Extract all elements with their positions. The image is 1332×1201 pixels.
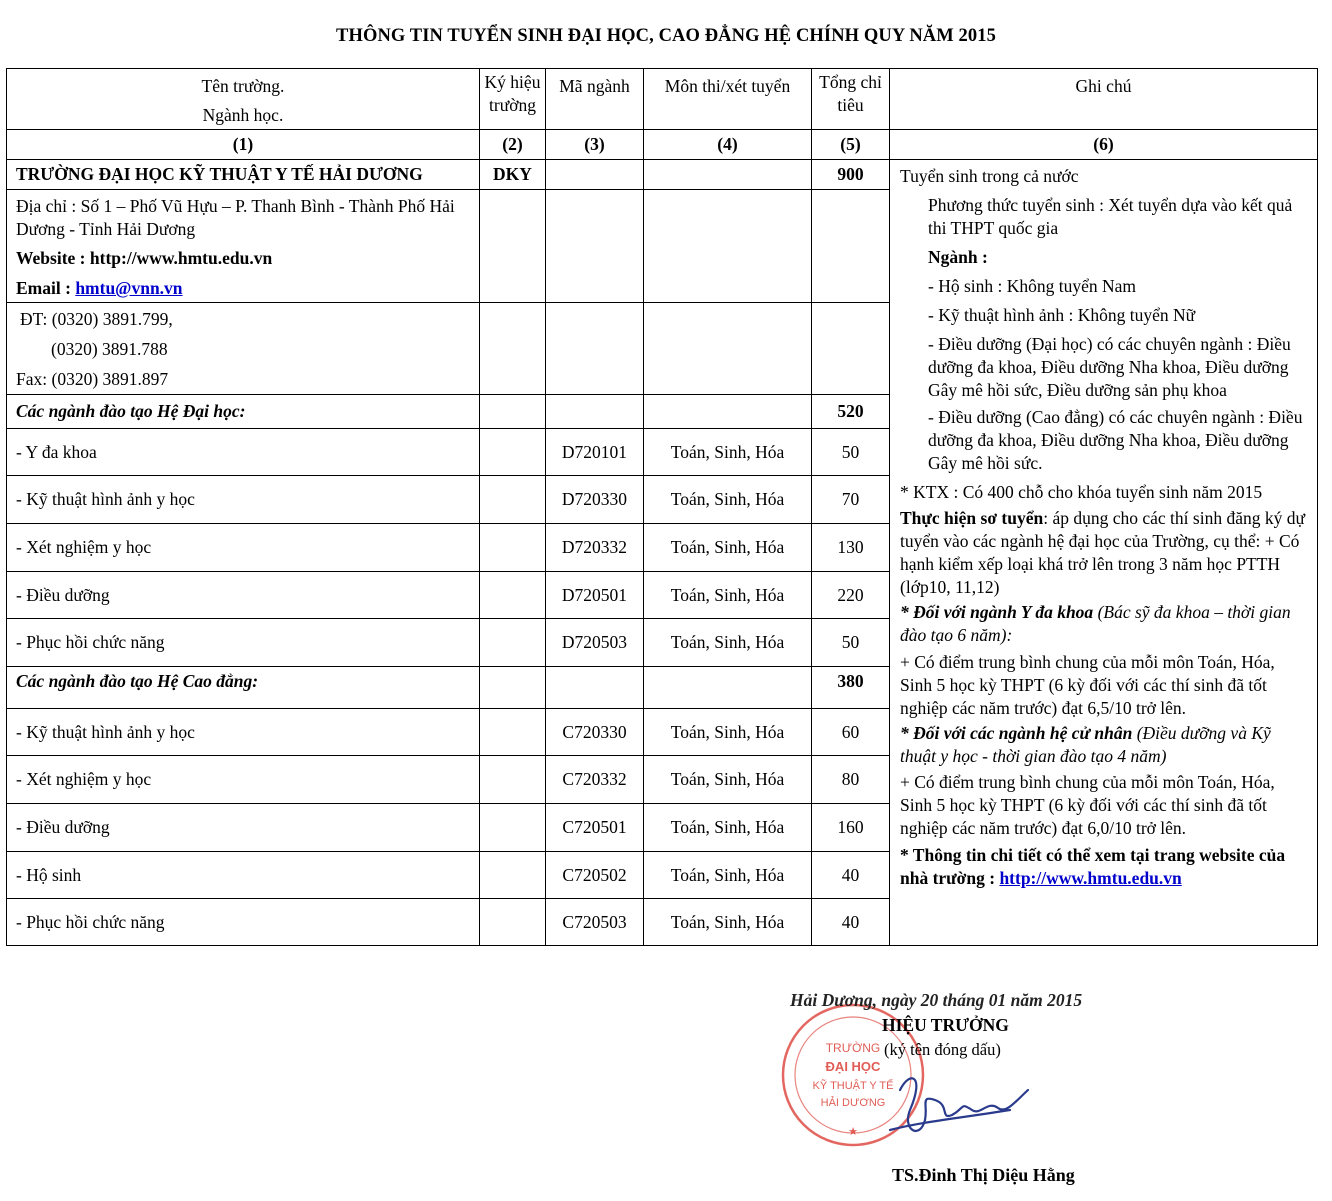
note-dormitory: * KTX : Có 400 chỗ cho khóa tuyển sinh năm 2015 (900, 482, 1263, 502)
note-midwife: - Hộ sinh : Không tuyển Nam (928, 276, 1137, 296)
major-quota: 160 (812, 804, 890, 852)
school-name: TRƯỜNG ĐẠI HỌC KỸ THUẬT Y TẾ HẢI DƯƠNG (7, 160, 480, 190)
note-prescreening-label: Thực hiện sơ tuyển (900, 508, 1044, 528)
major-code: D720330 (546, 476, 644, 524)
seal-line3: KỸ THUẬT Y TẾ (812, 1080, 894, 1092)
header-major-code: Mã ngành (546, 69, 644, 130)
note-medicine (900, 601, 1307, 647)
note-medicine-duration: (Bác sỹ đa khoa – thời gian đào tạo 6 năm): (900, 602, 1291, 645)
col-number: (6) (890, 130, 1318, 160)
major-subjects: Toán, Sinh, Hóa (644, 429, 812, 476)
header-code: Ký hiệu trường (480, 69, 546, 130)
note-website-text: * Thông tin chi tiết có thể xem tại trang website của nhà trường : (900, 845, 1286, 888)
major-subjects: Toán, Sinh, Hóa (644, 476, 812, 524)
major-code: D720503 (546, 619, 644, 667)
major-subjects: Toán, Sinh, Hóa (644, 524, 812, 572)
note-bachelor (900, 722, 1307, 768)
col-number: (2) (480, 130, 546, 160)
major-code: D720101 (546, 429, 644, 476)
signature-role: HIỆU TRƯỞNG (882, 1015, 1009, 1035)
major-quota: 220 (812, 572, 890, 619)
major-subjects: Toán, Sinh, Hóa (644, 804, 812, 852)
handwritten-signature (880, 1060, 1050, 1150)
seal-line1: TRƯỜNG (825, 1041, 881, 1055)
admission-table (6, 68, 1318, 946)
major-quota: 80 (812, 756, 890, 804)
column-number-row (7, 130, 1318, 160)
header-school (7, 69, 480, 130)
note-bachelor-duration: (Điều dưỡng và Kỹ thuật y học - thời gian đào tạo 4 năm) (900, 723, 1271, 766)
major-quota: 60 (812, 709, 890, 756)
note-medicine-label: * Đối với ngành Y đa khoa (900, 602, 1094, 622)
note-prescreening (900, 507, 1307, 599)
major-subjects: Toán, Sinh, Hóa (644, 572, 812, 619)
major-code: C720501 (546, 804, 644, 852)
school-phone1: ĐT: (0320) 3891.799, (20, 309, 173, 329)
note-nursing-college: - Điều dưỡng (Cao đẳng) có các chuyên ngành : Điều dưỡng đa khoa, Điều dưỡng Nha khoa, Điều dưỡng Gây mê hồi sức. (928, 407, 1303, 473)
major-code: C720332 (546, 756, 644, 804)
seal-star-icon: ★ (848, 1125, 858, 1138)
major-name: - Y đa khoa (7, 429, 480, 476)
major-code: D720501 (546, 572, 644, 619)
major-name: - Điều dưỡng (7, 572, 480, 619)
seal-line4: HẢI DƯƠNG (820, 1097, 886, 1109)
college-total: 380 (812, 667, 890, 709)
major-quota: 70 (812, 476, 890, 524)
major-quota: 50 (812, 619, 890, 667)
header-subjects: Môn thi/xét tuyển (644, 69, 812, 130)
school-email-label: Email : (16, 278, 76, 298)
major-subjects: Toán, Sinh, Hóa (644, 756, 812, 804)
header-total: Tổng chỉ tiêu (812, 69, 890, 130)
col-number: (3) (546, 130, 644, 160)
note-medicine-criteria: + Có điểm trung bình chung của mỗi môn Toán, Hóa, Sinh 5 học kỳ THPT (6 kỳ đối với các thí sinh đã tốt nghiệp các năm trước) đạt 6,5/10 trở lên. (900, 652, 1275, 718)
major-quota: 40 (812, 899, 890, 946)
school-row (7, 160, 1318, 190)
school-code: DKY (480, 160, 546, 190)
note-bachelor-label: * Đối với các ngành hệ cử nhân (900, 723, 1133, 743)
note-imaging: - Kỹ thuật hình ảnh : Không tuyển Nữ (928, 305, 1196, 325)
major-code: C720330 (546, 709, 644, 756)
major-quota: 50 (812, 429, 890, 476)
major-name: - Kỹ thuật hình ảnh y học (7, 476, 480, 524)
note-bachelor-criteria: + Có điểm trung bình chung của mỗi môn Toán, Hóa, Sinh 5 học kỳ THPT (6 kỳ đối với các thí sinh đã tốt nghiệp các năm trước) đạt 6,0/10 trở lên. (900, 772, 1275, 838)
major-code: D720332 (546, 524, 644, 572)
university-total: 520 (812, 395, 890, 429)
school-phones (7, 303, 480, 395)
university-heading: Các ngành đào tạo Hệ Đại học: (7, 395, 480, 429)
school-contact (7, 190, 480, 303)
school-fax: Fax: (0320) 3891.897 (16, 369, 169, 389)
col-number: (4) (644, 130, 812, 160)
major-code: C720503 (546, 899, 644, 946)
seal-line2: ĐẠI HỌC (825, 1059, 881, 1074)
major-name: - Xét nghiệm y học (7, 756, 480, 804)
notes-cell (890, 160, 1318, 946)
signature-place-date: Hải Dương, ngày 20 tháng 01 năm 2015 (790, 990, 1083, 1010)
school-total: 900 (812, 160, 890, 190)
note-majors-heading: Ngành : (928, 247, 988, 267)
note-prescreening-text: : áp dụng cho các thí sinh đăng ký dự tuyển vào các ngành hệ đại học của Trường, cụ thể: + Có hạnh kiểm xếp loại khá trở lên trong 3 năm học PTTH (lớp10, 11,12) (900, 508, 1305, 597)
school-email-link[interactable]: hmtu@vnn.vn (75, 278, 183, 298)
website-link[interactable]: http://www.hmtu.edu.vn (999, 868, 1182, 888)
header-row (7, 69, 1318, 130)
major-quota: 40 (812, 852, 890, 899)
note-nursing-university: - Điều dưỡng (Đại học) có các chuyên ngành : Điều dưỡng đa khoa, Điều dưỡng Nha khoa, Điều dưỡng Gây mê hồi sức, Điều dưỡng sản phụ khoa (928, 334, 1291, 400)
page-title: THÔNG TIN TUYỂN SINH ĐẠI HỌC, CAO ĐẲNG HỆ CHÍNH QUY NĂM 2015 (336, 26, 996, 46)
note-scope: Tuyển sinh trong cả nước (900, 166, 1079, 186)
note-website (900, 844, 1307, 890)
school-address: Địa chỉ : Số 1 – Phố Vũ Hựu – P. Thanh Bình - Thành Phố Hải Dương - Tỉnh Hải Dương (16, 196, 455, 239)
signature-name: TS.Đinh Thị Diệu Hằng (892, 1165, 1075, 1185)
major-subjects: Toán, Sinh, Hóa (644, 852, 812, 899)
major-name: - Hộ sinh (7, 852, 480, 899)
major-code: C720502 (546, 852, 644, 899)
signature-instruction: (ký tên đóng dấu) (884, 1040, 1001, 1059)
major-name: - Phục hồi chức năng (7, 899, 480, 946)
header-notes: Ghi chú (890, 69, 1318, 130)
col-number: (1) (7, 130, 480, 160)
header-school-line1: Tên trường. (201, 76, 285, 96)
major-name: - Kỹ thuật hình ảnh y học (7, 709, 480, 756)
major-name: - Điều dưỡng (7, 804, 480, 852)
school-email-line (16, 277, 479, 300)
major-subjects: Toán, Sinh, Hóa (644, 709, 812, 756)
school-website: Website : http://www.hmtu.edu.vn (16, 248, 273, 268)
col-number: (5) (812, 130, 890, 160)
header-school-line2: Ngành học. (202, 105, 284, 125)
major-name: - Phục hồi chức năng (7, 619, 480, 667)
major-subjects: Toán, Sinh, Hóa (644, 899, 812, 946)
major-quota: 130 (812, 524, 890, 572)
major-name: - Xét nghiệm y học (7, 524, 480, 572)
major-subjects: Toán, Sinh, Hóa (644, 619, 812, 667)
college-heading: Các ngành đào tạo Hệ Cao đẳng: (7, 667, 480, 709)
note-method: Phương thức tuyển sinh : Xét tuyển dựa vào kết quả thi THPT quốc gia (928, 195, 1293, 238)
school-phone2: (0320) 3891.788 (51, 339, 168, 359)
